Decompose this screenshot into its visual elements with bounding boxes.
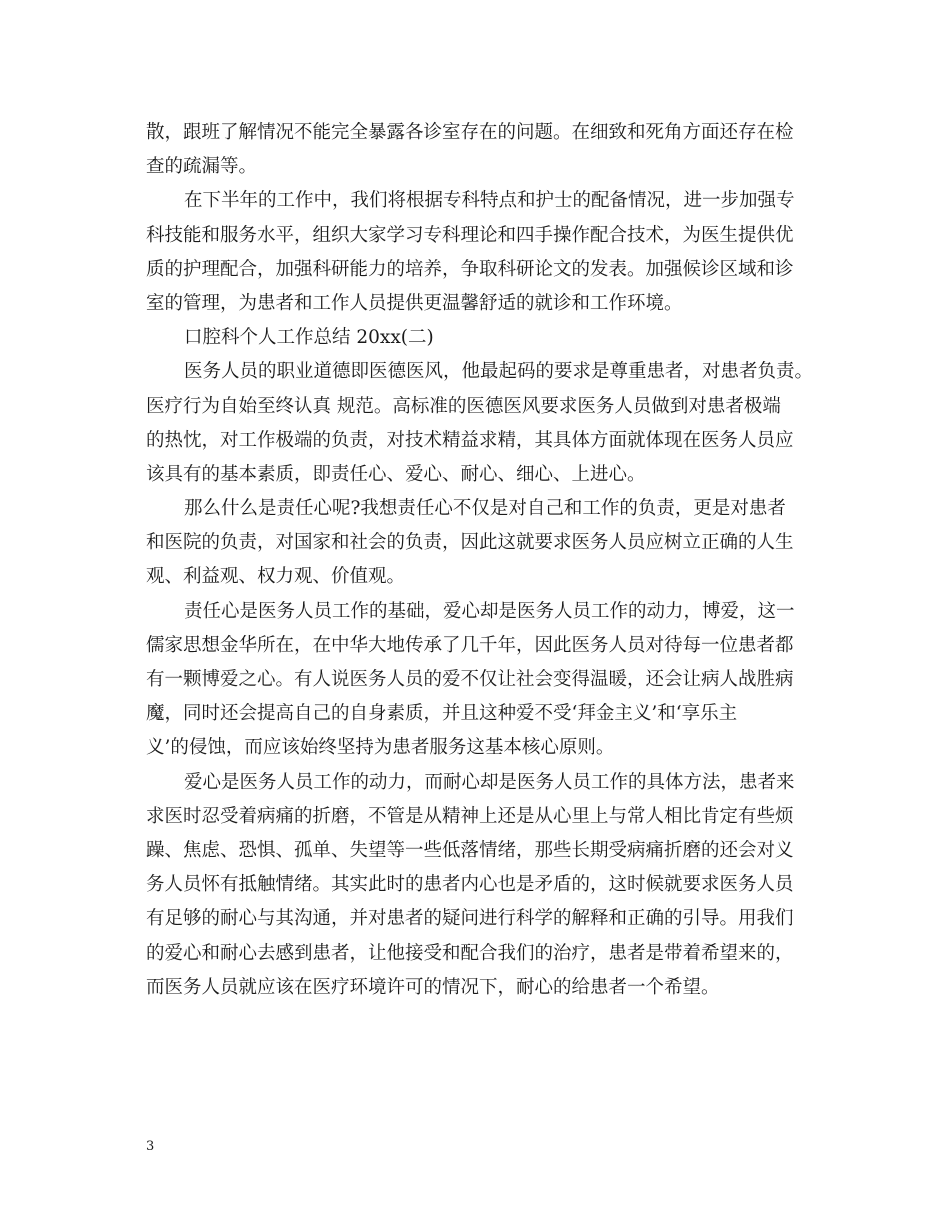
text-line: 的热忱，对工作极端的负责，对技术精益求精，其具体方面就体现在医务人员应 — [146, 429, 794, 451]
text-line: 躁、焦虑、恐惧、孤单、失望等一些低落情绪，那些长期受病痛折磨的还会对义 — [146, 839, 794, 861]
document-body — [146, 116, 826, 1005]
section-heading: 口腔科个人工作总结 20xx(二) — [184, 327, 434, 349]
text-line: 该具有的基本素质，即责任心、爱心、耐心、细心、上进心。 — [146, 463, 646, 485]
text-line: 责任心是医务人员工作的基础，爱心却是医务人员工作的动力，博爱，这一 — [184, 600, 795, 622]
text-line: 而医务人员就应该在医疗环境许可的情况下，耐心的给患者一个希望。 — [146, 976, 720, 998]
text-line: 魔，同时还会提高自己的自身素质，并且这种爱不受‘拜金主义’和‘享乐主 — [146, 703, 738, 725]
page-number: 3 — [146, 1139, 155, 1154]
text-line: 观、利益观、权力观、价值观。 — [146, 566, 406, 588]
text-line: 义’的侵蚀，而应该始终坚持为患者服务这基本核心原则。 — [146, 737, 615, 759]
text-line: 儒家思想金华所在，在中华大地传承了几千年，因此医务人员对待每一位患者都 — [146, 634, 794, 656]
text-line: 爱心是医务人员工作的动力，而耐心却是医务人员工作的具体方法，患者来 — [184, 771, 795, 793]
text-line: 质的护理配合，加强科研能力的培养，争取科研论文的发表。加强候诊区域和诊 — [146, 258, 794, 280]
text-line: 的爱心和耐心去感到患者，让他接受和配合我们的治疗，患者是带着希望来的， — [146, 942, 794, 964]
text-line: 科技能和服务水平，组织大家学习专科理论和四手操作配合技术，为医生提供优 — [146, 224, 794, 246]
text-line: 和医院的负责，对国家和社会的负责，因此这就要求医务人员应树立正确的人生 — [146, 532, 794, 554]
text-line: 在下半年的工作中，我们将根据专科特点和护士的配备情况，进一步加强专 — [184, 190, 795, 212]
text-line: 医疗行为自始至终认真 规范。高标准的医德医风要求医务人员做到对患者极端 — [146, 395, 781, 417]
text-line: 室的管理，为患者和工作人员提供更温馨舒适的就诊和工作环境。 — [146, 292, 683, 314]
text-line: 求医时忍受着病痛的折磨，不管是从精神上还是从心里上与常人相比肯定有些烦 — [146, 805, 794, 827]
text-line: 医务人员的职业道德即医德医风，他最起码的要求是尊重患者，对患者负责。 — [184, 361, 814, 383]
text-line: 有足够的耐心与其沟通，并对患者的疑问进行科学的解释和正确的引导。用我们 — [146, 908, 794, 930]
text-line: 散，跟班了解情况不能完全暴露各诊室存在的问题。在细致和死角方面还存在检 — [146, 122, 794, 143]
text-line: 查的疏漏等。 — [146, 156, 258, 178]
text-line: 务人员怀有抵触情绪。其实此时的患者内心也是矛盾的，这时候就要求医务人员 — [146, 874, 794, 896]
text-line: 那么什么是责任心呢?我想责任心不仅是对自己和工作的负责，更是对患者 — [184, 498, 786, 520]
text-line: 有一颗博爱之心。有人说医务人员的爱不仅让社会变得温暖，还会让病人战胜病 — [146, 669, 794, 690]
